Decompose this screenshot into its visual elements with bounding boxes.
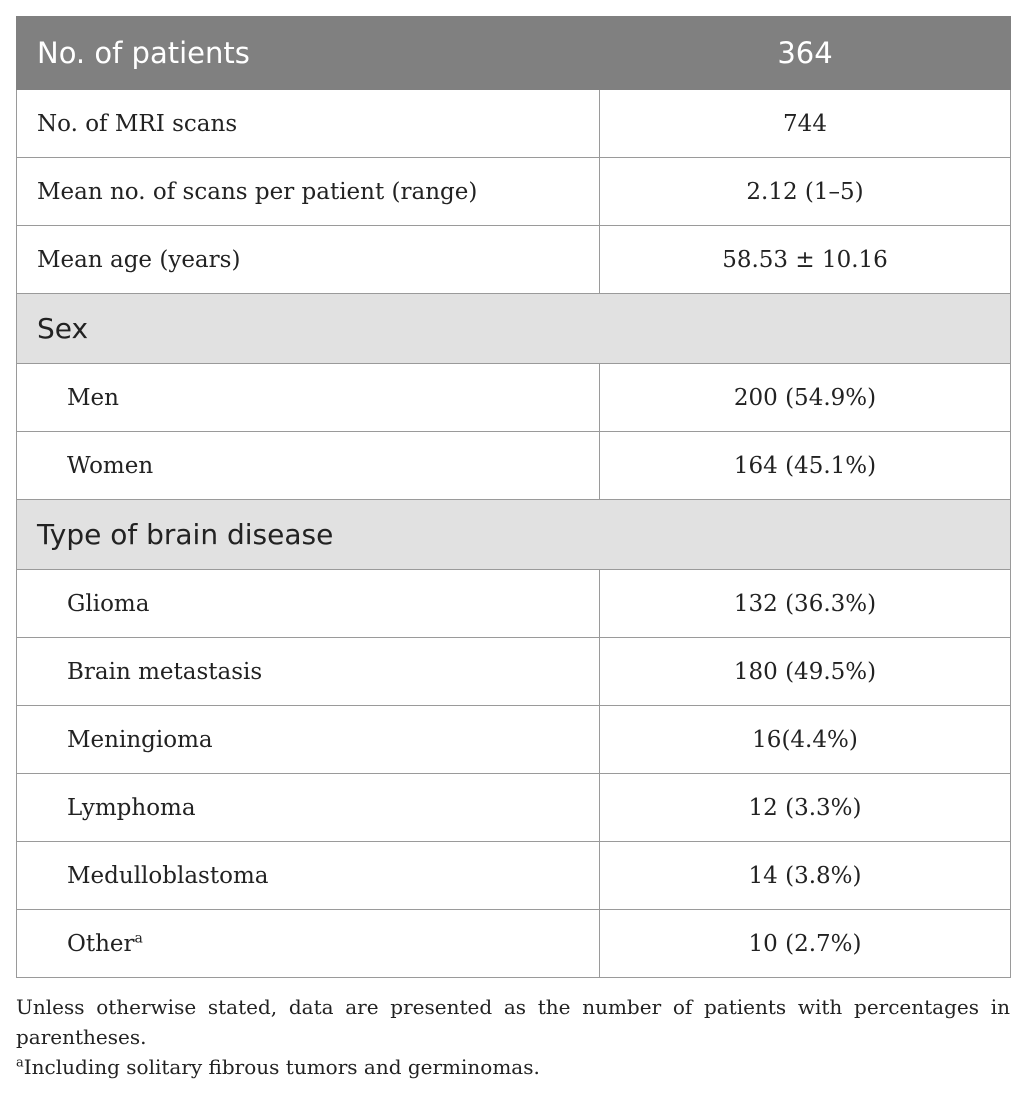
row-value: 132 (36.3%) bbox=[600, 570, 1011, 638]
section-heading: Type of brain disease bbox=[17, 500, 1011, 570]
row-label: Mean no. of scans per patient (range) bbox=[17, 158, 600, 226]
row-label-text: Other bbox=[67, 930, 135, 957]
section-heading: Sex bbox=[17, 294, 1011, 364]
table-row bbox=[17, 570, 1011, 638]
table-row bbox=[17, 774, 1011, 842]
row-value: 12 (3.3%) bbox=[600, 774, 1011, 842]
row-label: Mean age (years) bbox=[17, 226, 600, 294]
row-value: 164 (45.1%) bbox=[600, 432, 1011, 500]
row-label: Lymphoma bbox=[17, 774, 600, 842]
footnote-a-text: Including solitary fibrous tumors and germinomas. bbox=[23, 1055, 540, 1079]
row-value: 58.53 ± 10.16 bbox=[600, 226, 1011, 294]
row-label: Men bbox=[17, 364, 600, 432]
table-row bbox=[17, 158, 1011, 226]
row-label: Medulloblastoma bbox=[17, 842, 600, 910]
table-row bbox=[17, 842, 1011, 910]
table-row bbox=[17, 638, 1011, 706]
row-label: No. of MRI scans bbox=[17, 90, 600, 158]
header-value: 364 bbox=[600, 17, 1011, 90]
row-value: 10 (2.7%) bbox=[600, 910, 1011, 978]
row-label-with-note bbox=[17, 910, 600, 978]
table-footnotes bbox=[16, 992, 1010, 1082]
row-value: 744 bbox=[600, 90, 1011, 158]
row-value: 180 (49.5%) bbox=[600, 638, 1011, 706]
table-row bbox=[17, 364, 1011, 432]
table-row bbox=[17, 706, 1011, 774]
header-label: No. of patients bbox=[17, 17, 600, 90]
row-label: Meningioma bbox=[17, 706, 600, 774]
table-row bbox=[17, 226, 1011, 294]
row-value: 2.12 (1–5) bbox=[600, 158, 1011, 226]
section-row-sex bbox=[17, 294, 1011, 364]
row-value: 14 (3.8%) bbox=[600, 842, 1011, 910]
row-value: 200 (54.9%) bbox=[600, 364, 1011, 432]
table-row bbox=[17, 432, 1011, 500]
general-footnote: Unless otherwise stated, data are presented as the number of patients with percentages in parentheses. bbox=[16, 995, 1010, 1049]
row-value: 16(4.4%) bbox=[600, 706, 1011, 774]
patient-characteristics-table bbox=[16, 16, 1011, 978]
row-label: Women bbox=[17, 432, 600, 500]
footnote-a-marker: a bbox=[16, 1055, 24, 1071]
table-row bbox=[17, 90, 1011, 158]
table-row bbox=[17, 910, 1011, 978]
table-header-row bbox=[17, 17, 1011, 90]
section-row-disease-type bbox=[17, 500, 1011, 570]
footnote-a bbox=[16, 1052, 1010, 1082]
footnote-marker: a bbox=[134, 929, 143, 946]
row-label: Glioma bbox=[17, 570, 600, 638]
table-page bbox=[16, 16, 1010, 1082]
row-label: Brain metastasis bbox=[17, 638, 600, 706]
